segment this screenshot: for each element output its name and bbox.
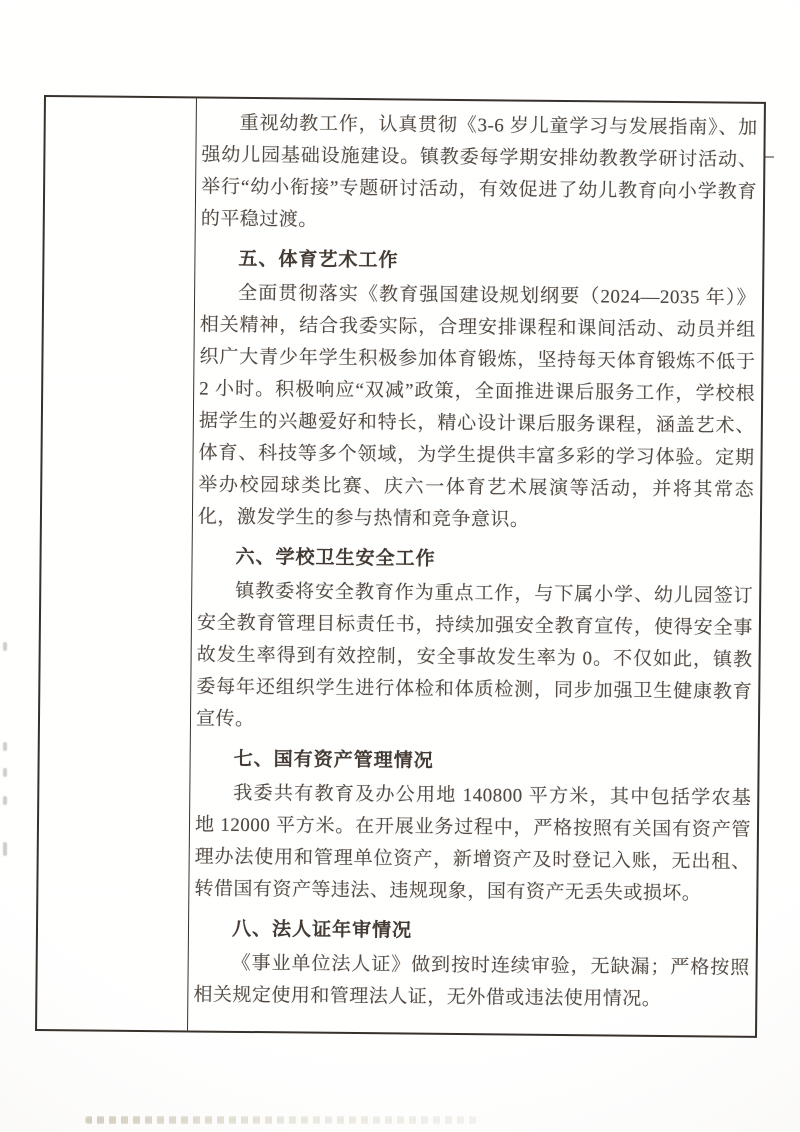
ink-bleed-artifact — [85, 1116, 477, 1124]
binder-mark — [3, 742, 7, 751]
report-table — [35, 95, 766, 1038]
paragraph-legal-person-certificate: 《事业单位法人证》做到按时连续审验，无缺漏；严格按照相关规定使用和管理法人证，无外借或违法使用情况。 — [193, 952, 750, 1010]
binder-mark — [3, 768, 7, 777]
binder-mark — [3, 642, 7, 651]
section-heading-7-state-assets: 七、国有资产管理情况 — [233, 748, 434, 772]
binder-mark — [3, 796, 7, 805]
table-stub-cell — [37, 97, 197, 1030]
section-heading-6-health-safety: 六、学校卫生安全工作 — [235, 546, 436, 570]
paragraph-preschool-education: 重视幼教工作，认真贯彻《3-6 岁儿童学习与发展指南》、加强幼儿园基础设施建设。镇教委每学期安排幼教教学研讨活动、举行“幼小衔接”专题研讨活动，有效促进了幼儿教育向小学教育的平稳过渡。 — [200, 112, 758, 231]
paragraph-state-assets: 我委共有教育及办公用地 140800 平方米，其中包括学农基地 12000 平方米。在开展业务过程中，严格按照有关国有资产管理办法使用和管理单位资产，新增资产及时登记入账，无出租、转借国有资产等违法、违规现象，国有资产无丢失或损坏。 — [194, 782, 752, 905]
paragraph-sports-arts: 全面贯彻落实《教育强国建设规划纲要（2024—2035 年）》相关精神，结合我委实际，合理安排课程和课间活动、动员并组织广大青少年学生积极参加体育锻炼，坚持每天体育锻炼不低于 2 小时。积极响应“双减”政策，全面推进课后服务工作，学校根据学生的兴趣爱好和特长，精心设计课后服务课程，涵盖艺术、体育、科技等多个领域，为学生提供丰富多彩的学习体验。定期举办校园球类比赛、庆六一体育艺术展演等活动，并将其常态化，激发学生的参与热情和竞争意识。 — [197, 282, 757, 531]
paragraph-health-safety: 镇教委将安全教育作为重点工作，与下属小学、幼儿园签订安全教育管理目标责任书，持续加强安全教育宣传，使得安全事故发生率得到有效控制，安全事故发生率为 0。不仅如此，镇教委每年还组织学生进行体检和体质检测，同步加强卫生健康教育宣传。 — [195, 580, 754, 731]
scan-artifact-tick — [764, 156, 774, 158]
section-heading-5-sports-arts: 五、体育艺术工作 — [238, 248, 399, 272]
table-body-cell — [188, 98, 764, 1035]
binder-mark — [3, 842, 7, 856]
section-heading-8-legal-person-certificate: 八、法人证年审情况 — [231, 918, 413, 942]
